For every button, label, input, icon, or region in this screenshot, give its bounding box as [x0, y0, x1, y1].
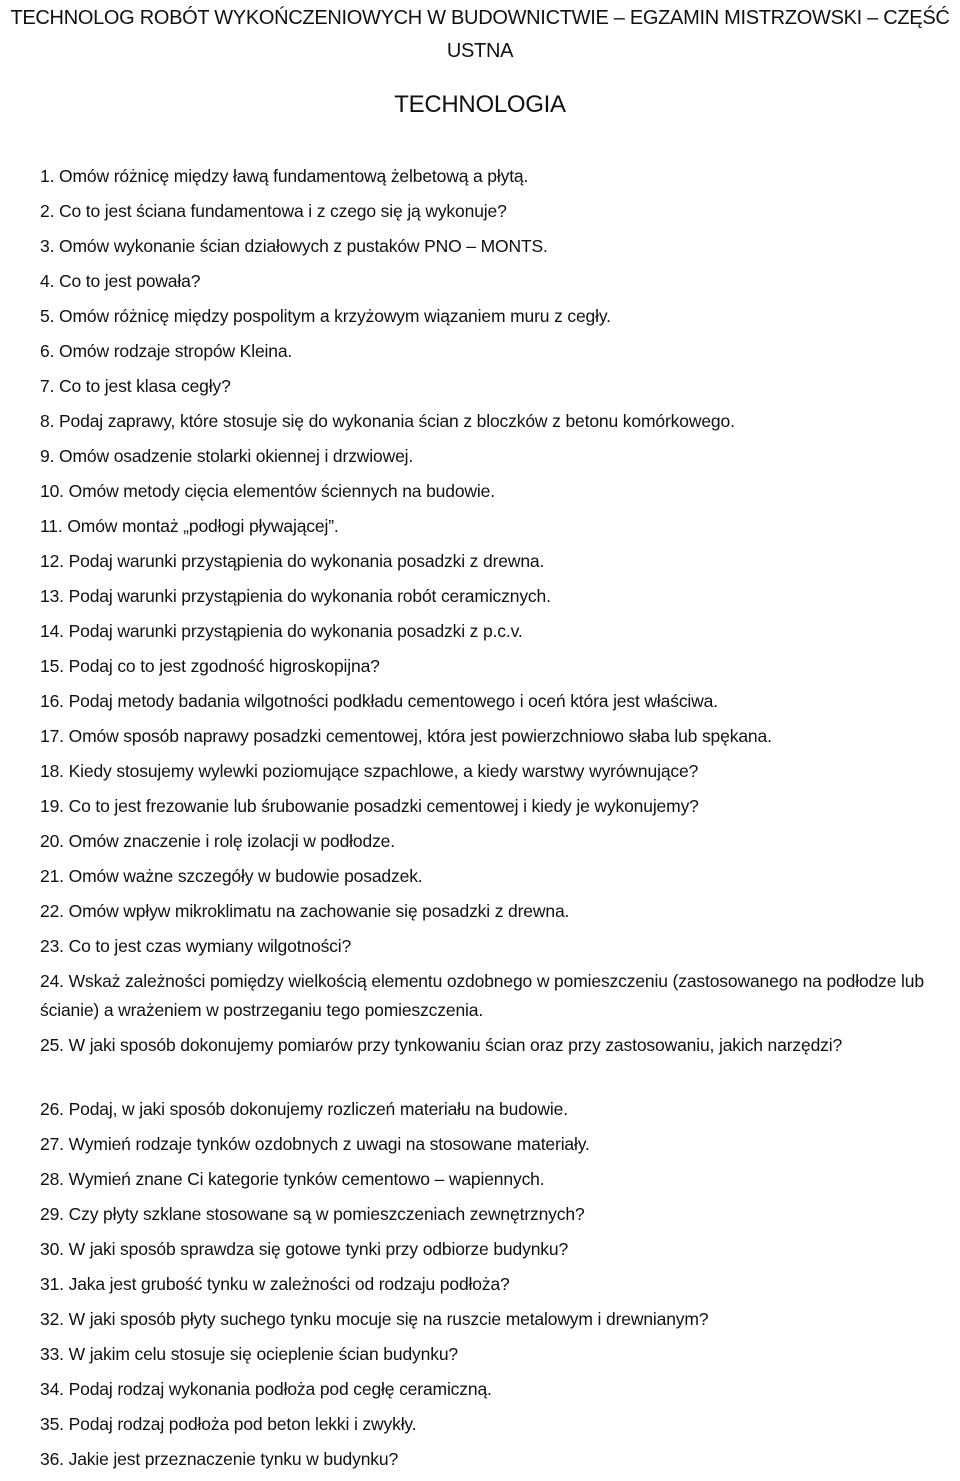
question-number: 7. [40, 376, 55, 396]
question-number: 27. [40, 1134, 64, 1154]
question-item [40, 1410, 960, 1439]
question-number: 18. [40, 761, 64, 781]
question-text: W jaki sposób sprawdza się gotowe tynki przy odbiorze budynku? [68, 1239, 569, 1259]
question-item [40, 722, 960, 751]
question-text: Omów sposób naprawy posadzki cementowej, która jest powierzchniowo słaba lub spękana. [68, 726, 772, 746]
question-number: 4. [40, 271, 55, 291]
question-text: Co to jest ściana fundamentowa i z czego się ją wykonuje? [59, 201, 507, 221]
question-text: Omów metody cięcia elementów ściennych na budowie. [68, 481, 495, 501]
question-text: Co to jest klasa cegły? [59, 376, 231, 396]
question-text: Czy płyty szklane stosowane są w pomieszczeniach zewnętrznych? [68, 1204, 585, 1224]
question-text: Omów wpływ mikroklimatu na zachowanie się posadzki z drewna. [68, 901, 570, 921]
question-text: Omów montaż „podłogi pływającej”. [67, 516, 339, 536]
question-number: 31. [40, 1274, 64, 1294]
question-number: 28. [40, 1169, 64, 1189]
question-number: 2. [40, 201, 55, 221]
question-item [40, 1200, 960, 1229]
question-text: Jaka jest grubość tynku w zależności od rodzaju podłoża? [68, 1274, 510, 1294]
question-item [40, 1235, 960, 1264]
question-number: 29. [40, 1204, 64, 1224]
question-number: 35. [40, 1414, 64, 1434]
question-number: 32. [40, 1309, 64, 1329]
question-number: 25. [40, 1035, 64, 1055]
question-item [40, 1130, 960, 1159]
question-item [40, 1031, 960, 1089]
question-number: 22. [40, 901, 64, 921]
question-number: 23. [40, 936, 64, 956]
question-item [40, 442, 960, 471]
question-item [40, 477, 960, 506]
question-text: Wskaż zależności pomiędzy wielkością elementu ozdobnego w pomieszczeniu (zastosowanego na podłodze lub ścianie) a wrażeniem w postrzeganiu tego pomieszczenia. [40, 971, 924, 1020]
question-text: Podaj metody badania wilgotności podkładu cementowego i oceń która jest właściwa. [68, 691, 718, 711]
question-item [40, 267, 960, 296]
question-text: Co to jest powała? [59, 271, 201, 291]
question-item [40, 1445, 960, 1474]
question-number: 11. [40, 516, 63, 536]
question-text: Omów wykonanie ścian działowych z pustaków PNO – MONTS. [59, 236, 548, 256]
question-number: 12. [40, 551, 64, 571]
question-item [40, 792, 960, 821]
section-title: TECHNOLOGIA [394, 91, 566, 118]
question-number: 21. [40, 866, 64, 886]
question-text: Omów rodzaje stropów Kleina. [59, 341, 293, 361]
question-item [40, 897, 960, 926]
question-number: 20. [40, 831, 64, 851]
question-item [40, 1375, 960, 1404]
question-text: W jakim celu stosuje się ocieplenie ścian budynku? [68, 1344, 458, 1364]
question-text: Omów znaczenie i rolę izolacji w podłodze. [68, 831, 395, 851]
question-text: Podaj warunki przystąpienia do wykonania posadzki z p.c.v. [68, 621, 523, 641]
question-item [40, 302, 960, 331]
question-item [40, 687, 960, 716]
question-number: 10. [40, 481, 64, 501]
question-item [40, 197, 960, 226]
question-number: 19. [40, 796, 64, 816]
question-item [40, 862, 960, 891]
question-text: Co to jest frezowanie lub śrubowanie posadzki cementowej i kiedy je wykonujemy? [68, 796, 699, 816]
question-number: 9. [40, 446, 55, 466]
question-item [40, 337, 960, 366]
question-text: Podaj co to jest zgodność higroskopijna? [68, 656, 380, 676]
question-list [40, 162, 960, 1480]
question-number: 8. [40, 411, 55, 431]
question-text: Kiedy stosujemy wylewki poziomujące szpachlowe, a kiedy warstwy wyrównujące? [68, 761, 699, 781]
question-number: 36. [40, 1449, 64, 1469]
question-text: Podaj warunki przystąpienia do wykonania posadzki z drewna. [68, 551, 545, 571]
question-item [40, 617, 960, 646]
question-text: Omów różnicę między pospolitym a krzyżowym wiązaniem muru z cegły. [59, 306, 611, 326]
question-number: 1. [40, 166, 55, 186]
question-number: 24. [40, 971, 64, 991]
question-item [40, 1305, 960, 1334]
question-text: Podaj, w jaki sposób dokonujemy rozliczeń materiału na budowie. [68, 1099, 568, 1119]
question-text: Wymień znane Ci kategorie tynków cementowo – wapiennych. [68, 1169, 545, 1189]
question-number: 16. [40, 691, 64, 711]
question-number: 34. [40, 1379, 64, 1399]
question-item [40, 372, 960, 401]
question-item [40, 1270, 960, 1299]
question-text: Wymień rodzaje tynków ozdobnych z uwagi na stosowane materiały. [68, 1134, 590, 1154]
question-text: Podaj zaprawy, które stosuje się do wykonania ścian z bloczków z betonu komórkowego. [59, 411, 735, 431]
question-item [40, 512, 960, 541]
question-item [40, 162, 960, 191]
question-number: 26. [40, 1099, 64, 1119]
question-number: 3. [40, 236, 55, 256]
question-number: 30. [40, 1239, 64, 1259]
question-item [40, 1095, 960, 1124]
question-text: Jakie jest przeznaczenie tynku w budynku? [68, 1449, 399, 1469]
question-text: Co to jest czas wymiany wilgotności? [68, 936, 352, 956]
question-item [40, 967, 960, 1025]
question-item [40, 1340, 960, 1369]
question-item [40, 407, 960, 436]
question-item [40, 582, 960, 611]
question-text: W jaki sposób dokonujemy pomiarów przy tynkowaniu ścian oraz przy zastosowaniu, jakich narzędzi? [68, 1035, 843, 1055]
question-text: Omów osadzenie stolarki okiennej i drzwiowej. [59, 446, 414, 466]
question-text: Omów ważne szczegóły w budowie posadzek. [68, 866, 423, 886]
question-item [40, 232, 960, 261]
question-number: 14. [40, 621, 64, 641]
question-text: Omów różnicę między ławą fundamentową żelbetową a płytą. [59, 166, 529, 186]
question-text: W jaki sposób płyty suchego tynku mocuje się na ruszcie metalowym i drewnianym? [68, 1309, 709, 1329]
question-item [40, 547, 960, 576]
question-text: Podaj rodzaj wykonania podłoża pod cegłę ceramiczną. [68, 1379, 492, 1399]
document-header-title: TECHNOLOG ROBÓT WYKOŃCZENIOWYCH W BUDOWNICTWIE – EGZAMIN MISTRZOWSKI – CZĘŚĆ USTNA [10, 7, 950, 62]
question-number: 5. [40, 306, 55, 326]
question-item [40, 1165, 960, 1194]
question-item [40, 827, 960, 856]
question-item [40, 757, 960, 786]
question-item [40, 932, 960, 961]
question-number: 15. [40, 656, 64, 676]
question-number: 6. [40, 341, 55, 361]
question-number: 17. [40, 726, 64, 746]
question-text: Podaj warunki przystąpienia do wykonania robót ceramicznych. [68, 586, 551, 606]
question-text: Podaj rodzaj podłoża pod beton lekki i zwykły. [68, 1414, 417, 1434]
question-number: 13. [40, 586, 64, 606]
question-number: 33. [40, 1344, 64, 1364]
question-item [40, 652, 960, 681]
